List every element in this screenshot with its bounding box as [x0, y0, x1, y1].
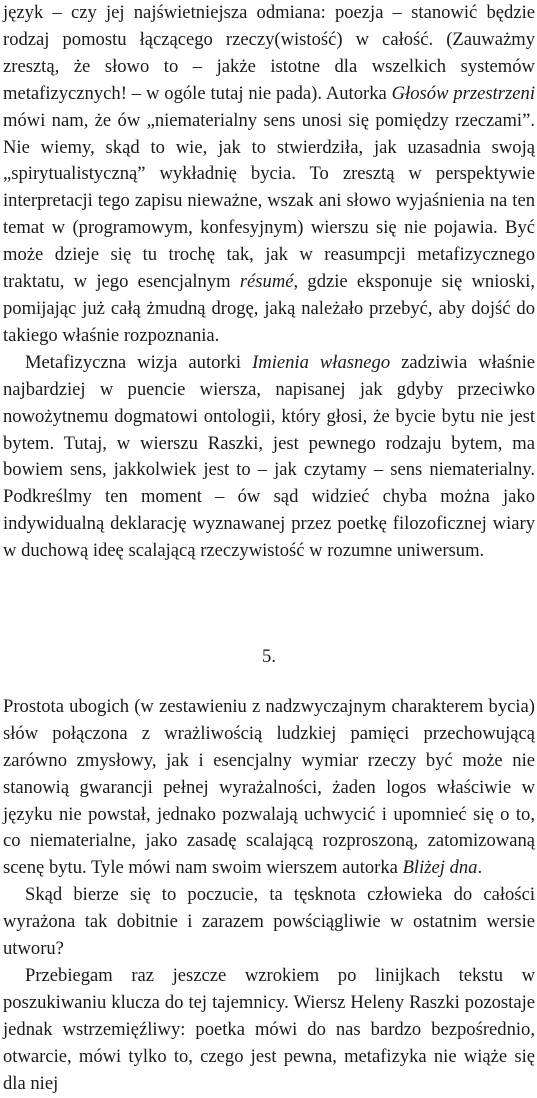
- term-resume: résumé: [239, 271, 294, 293]
- paragraph-3-text-2: .: [477, 857, 483, 879]
- paragraph-5: [3, 963, 535, 1098]
- section-spacer-top: [3, 565, 535, 644]
- paragraph-3: [3, 694, 535, 882]
- section-spacer-bottom: [3, 671, 535, 694]
- paragraph-1-text-1: język – czy jej najświetniejsza odmiana: poezja – stanowić będzie rodzaj pomostu łączącego rzeczy(wistość) w całość. (Zauważmy zresztą, że słowo to – jakże istotne dla wszelkich systemów metafizycznych! – w ogóle tutaj nie pada). Autorka: [3, 2, 535, 104]
- paragraph-2-text-2: zadziwia właśnie najbardziej w puencie wiersza, napisanej jak gdyby przeciwko nowożytnemu dogmatowi ontologii, który głosi, że bycie bytu nie jest bytem. Tutaj, w wierszu Raszki, jest pewnego rodzaju bytem, ma bowiem sens, jakkolwiek jest to – jak czytamy – sens niematerialny. Podkreślmy ten moment – ów sąd widzieć chyba można jako indywidualną deklarację wyznawanej przez poetkę filozoficznej wiary w duchową ideę scalającą rzeczywistość w rozumne uniwersum.: [3, 351, 535, 562]
- paragraph-4: [3, 882, 535, 963]
- paragraph-4-text-1: Skąd bierze się to poczucie, ta tęsknota człowieka do całości wyrażona tak dobitnie i zarazem powściągliwie w ostatnim wersie utworu?: [3, 884, 535, 960]
- paragraph-1-text-3: , gdzie eksponuje się wnioski, pomijając już całą żmudną drogę, jaką należało przebyć, aby dojść do takiego właśnie rozpoznania.: [3, 271, 536, 346]
- section-number: 5.: [262, 646, 276, 668]
- book-title-imienia-wlasnego: Imienia własnego: [252, 351, 391, 373]
- paragraph-1: [3, 0, 535, 350]
- book-title-blizej-dna: Bliżej dna: [402, 857, 478, 879]
- paragraph-1-text-2: mówi nam, że ów „niematerialny sens unosi się pomiędzy rzeczami”. Nie wiemy, skąd to wie, jak to stwierdziła, jak uzasadnia swoją „spirytualistyczną” wykładnię bycia. To zresztą w perspektywie interpretacji tego zapisu nieważne, wszak ani słowo wyjaśnienia na ten temat w (programowym, konfesyjnym) wierszu się nie pojawia. Być może dzieje się tu trochę tak, jak w reasumpcji metafizycznego traktatu, w jego esencjalnym: [3, 109, 535, 293]
- paragraph-2-text-1: Metafizyczna wizja autorki: [25, 351, 253, 373]
- document-page: [3, 0, 535, 1098]
- paragraph-3-text-1: Prostota ubogich (w zestawieniu z nadzwyczajnym charakterem bycia) słów połączona z wrażliwością ludzkiej pamięci przechowującą zarówno zmysłowy, jak i esencjalny wymiar rzeczy być może nie stanowią gwarancji pełnej wyrażalności, żaden logos właściwie w języku nie powstał, jednako pozwalają uchwycić i upomnieć się o to, co niematerialne, jako zasadę scalającą rozproszoną, zatomizowaną scenę bytu. Tyle mówi nam swoim wierszem autorka: [3, 695, 535, 879]
- paragraph-5-text-1: Przebiegam raz jeszcze wzrokiem po linijkach tekstu w poszukiwaniu klucza do tej tajemnicy. Wiersz Heleny Raszki pozostaje jednak wstrzemięźliwy: poetka mówi do nas bardzo bezpośrednio, otwarcie, mówi tylko to, czego jest pewna, metafizyka nie wiąże się dla niej: [3, 964, 535, 1094]
- book-title-glosow-przestrzeni: Głosów przestrzeni: [391, 82, 535, 104]
- paragraph-2: [3, 350, 535, 565]
